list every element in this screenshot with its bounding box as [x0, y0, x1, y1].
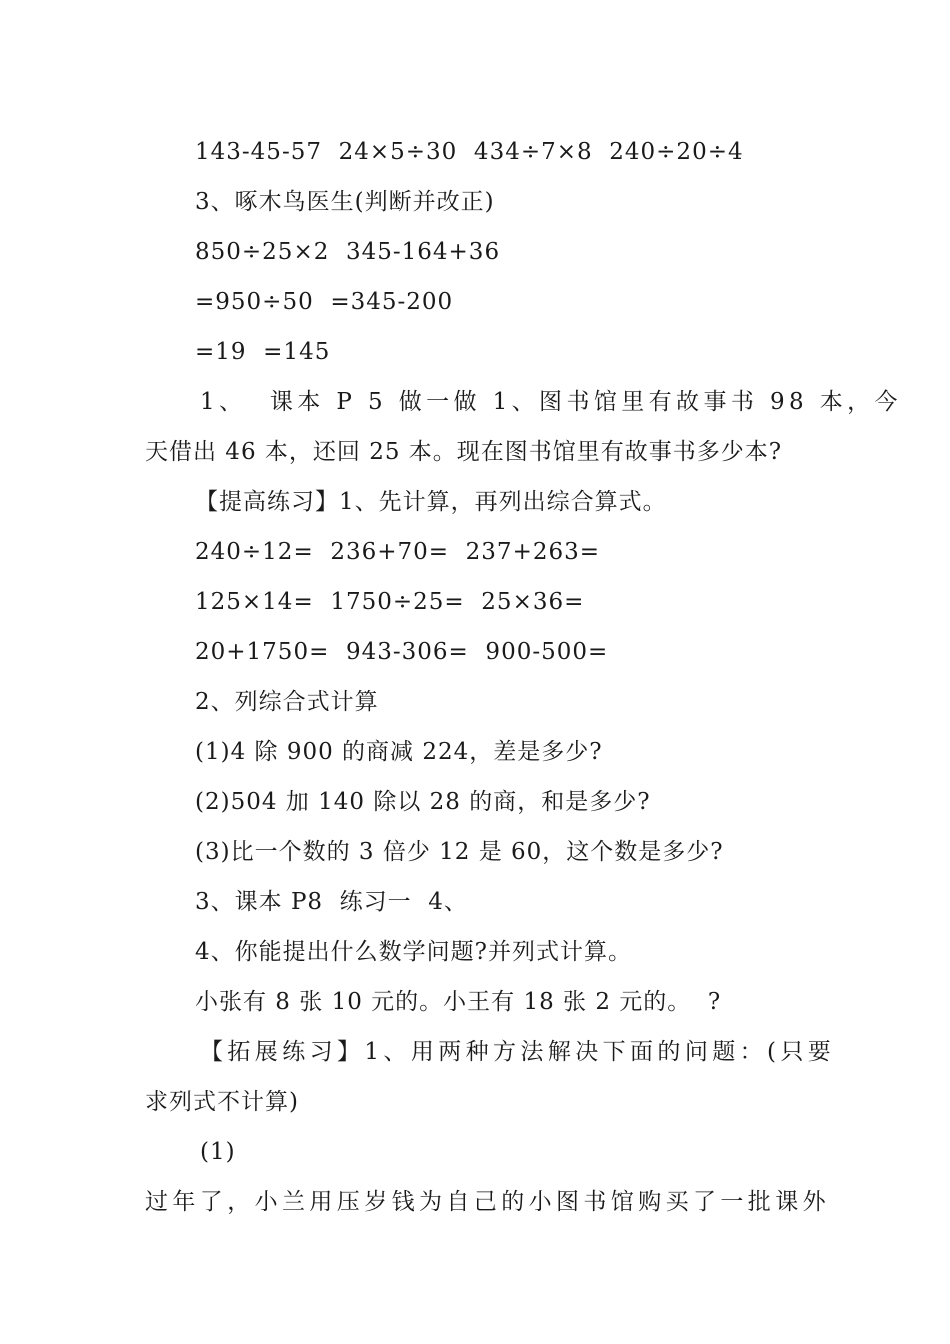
- expression-row-1: 143-45-57 24×5÷30 434÷7×8 240÷20÷4: [195, 139, 744, 165]
- section-heading-improve: 【提高练习】1、先计算，再列出综合算式。: [195, 489, 667, 515]
- textbook-problem-line-2: 天借出 46 本，还回 25 本。现在图书馆里有故事书多少本?: [145, 439, 783, 465]
- section-heading-extend: 【拓展练习】1、用两种方法解决下面的问题：(只要: [200, 1039, 836, 1065]
- extend-item-number: (1): [200, 1139, 236, 1165]
- textbook-exercise-ref: 3、课本 P8 练习一 4、: [195, 889, 468, 915]
- extend-problem-line: 过年了，小兰用压岁钱为自己的小图书馆购买了一批课外: [145, 1189, 830, 1215]
- money-problem-line: 小张有 8 张 10 元的。小王有 18 张 2 元的。 ?: [195, 989, 722, 1015]
- textbook-problem-line-1: 1、 课本 P 5 做一做 1、图书馆里有故事书 98 本，今: [200, 389, 902, 415]
- section-heading-questions: 4、你能提出什么数学问题?并列式计算。: [195, 939, 632, 965]
- section-heading-combined: 2、列综合式计算: [195, 689, 379, 715]
- calc-row-2: 125×14= 1750÷25= 25×36=: [195, 589, 585, 615]
- calc-row-1: 240÷12= 236+70= 237+263=: [195, 539, 601, 565]
- doctor-step-row-2: =19 =145: [195, 339, 331, 365]
- extend-instruction-cont: 求列式不计算): [145, 1089, 299, 1115]
- doctor-expression-row: 850÷25×2 345-164+36: [195, 239, 501, 265]
- doctor-step-row-1: =950÷50 =345-200: [195, 289, 454, 315]
- combined-question-2: (2)504 加 140 除以 28 的商，和是多少?: [195, 789, 651, 815]
- section-heading-doctor: 3、啄木鸟医生(判断并改正): [195, 189, 495, 215]
- combined-question-1: (1)4 除 900 的商减 224，差是多少?: [195, 739, 603, 765]
- calc-row-3: 20+1750= 943-306= 900-500=: [195, 639, 609, 665]
- combined-question-3: (3)比一个数的 3 倍少 12 是 60，这个数是多少?: [195, 839, 724, 865]
